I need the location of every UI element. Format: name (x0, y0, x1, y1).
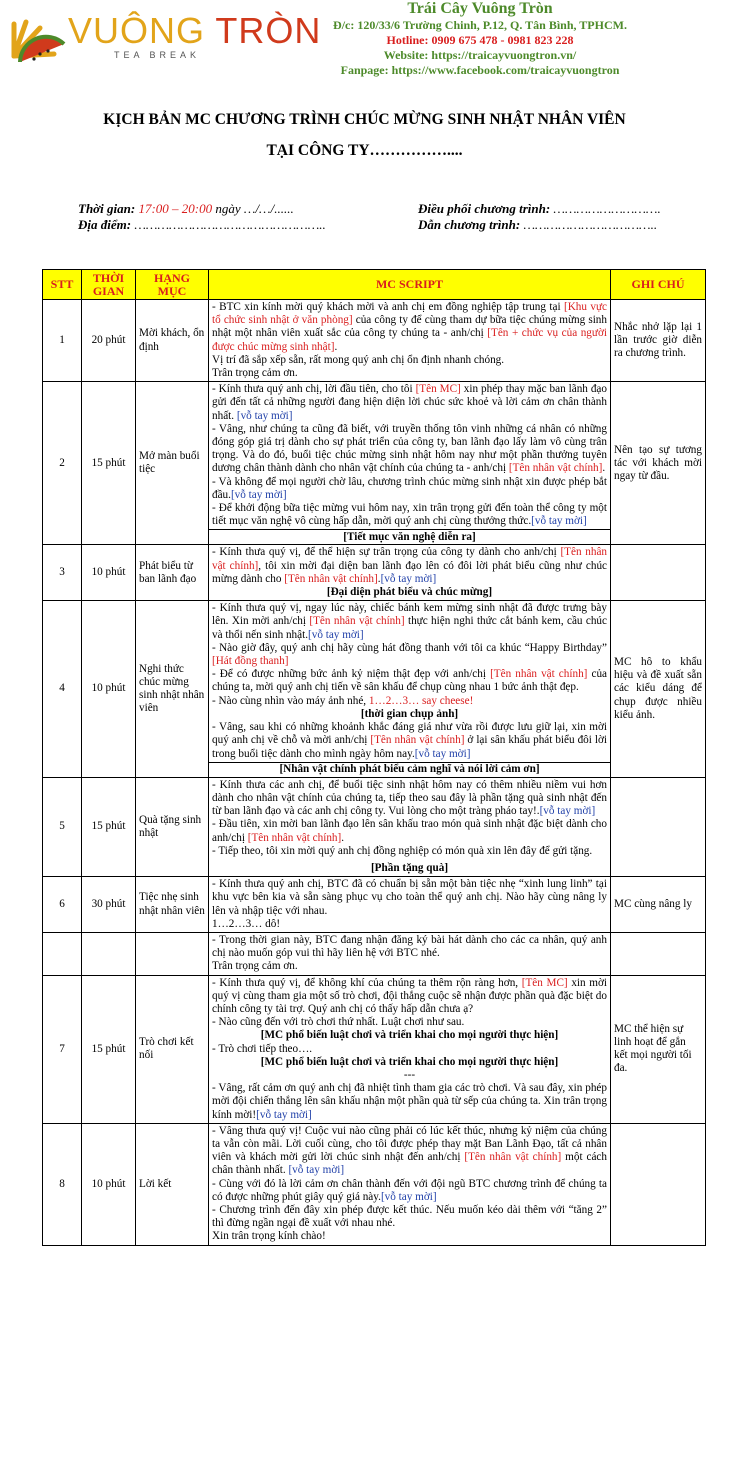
placeholder-text: [Hát đồng thanh] (212, 655, 289, 668)
script-text: một cách chân thành nhất. (212, 1151, 607, 1177)
cell-note: MC hô to khẩu hiệu và đề xuất sẵn các kiểu dáng để chụp được nhiều kiểu ảnh. (611, 601, 706, 777)
cell-time: 10 phút (82, 545, 136, 601)
cell-item: Trò chơi kết nối (136, 975, 209, 1123)
brand-logo (6, 4, 322, 66)
script-text: - Nào cùng nhìn vào máy ảnh nhé, (212, 694, 369, 707)
doc-title-line2: TẠI CÔNG TY…………….... (266, 142, 463, 159)
company-website[interactable]: Website: https://traicayvuongtron.vn/ (383, 48, 577, 62)
script-text: . (341, 831, 345, 844)
script-text: - Kính thưa quý vị, ngay lúc này, chiếc bánh kem mừng sinh nhật đã được trưng bày lên. Xin mời anh/chị (212, 602, 607, 628)
stage-direction: [Nhân vật chính phát biểu cảm nghĩ và nói lời cảm ơn] (209, 762, 611, 777)
table-row (43, 382, 706, 530)
company-fanpage[interactable]: Fanpage: https://www.facebook.com/traicayvuongtron (340, 63, 620, 77)
cell-time: 20 phút (82, 300, 136, 382)
table-row (43, 877, 706, 933)
cell-item: Tiệc nhẹ sinh nhật nhân viên (136, 877, 209, 933)
placeholder-text: [Tên nhân vật chính] (309, 615, 405, 628)
placeholder-text: [Tên nhân vật chính] (370, 734, 465, 747)
cell-item: Mời khách, ổn định (136, 300, 209, 382)
meta-coordinator (418, 201, 661, 217)
script-text: - Nào cũng đến với trò chơi thứ nhất. Luật chơi như sau. (212, 1016, 465, 1029)
stage-direction: [Đại diện phát biểu và chúc mừng] (326, 586, 493, 599)
placeholder-text: [Tên nhân vật chính] (212, 546, 608, 572)
script-text: - Vâng, sau khi có những khoảnh khắc đáng giá như vừa rồi được lưu giữ lại, xin mời quý anh chị về chỗ và mời anh/chị (212, 721, 607, 747)
cue-text: [vỗ tay mời] (380, 572, 437, 585)
date-text: ngày …/…/...... (215, 201, 294, 216)
header-script: MC SCRIPT (209, 270, 611, 300)
script-text: của công ty để cùng tham dự bữa tiệc chúng mừng sinh nhật một nhân viên xuất sắc của công ty chúng ta - anh/chị (212, 314, 607, 340)
separator-text: --- (403, 1068, 416, 1081)
cue-text: [vỗ tay mời] (539, 805, 596, 818)
place-label: Địa điểm: (78, 217, 132, 232)
script-text: - Vâng, như chúng ta cũng đã biết, với truyền thống tôn vinh những cá nhân có những đóng góp giá trị dành cho sự phát triển của công ty, ban lãnh đạo lấy làm vô cùng trân trọng. Và do đó, buổi tiệc chúc mừng sinh nhật hôm nay như một phần thưởng tuyên dương chân thành dành cho nhân vật chính của chúng ta - anh/chị (212, 422, 607, 475)
script-text: - BTC xin kính mời quý khách mời và anh chị em đồng nghiệp tập trung tại (212, 301, 564, 313)
script-text: - Kính thưa quý anh chị, lời đầu tiên, cho tôi (212, 383, 416, 396)
script-text: - Đầu tiên, xin mời ban lãnh đạo lên sân khấu trao món quà sinh nhật đặc biệt dành cho anh/chị (212, 818, 607, 844)
script-text: . (377, 572, 381, 585)
cell-time (82, 932, 136, 975)
table-row (43, 975, 706, 1123)
cell-note (611, 777, 706, 876)
placeholder-text: [Tên MC] (415, 383, 461, 396)
stage-direction: [Tiết mục văn nghệ diễn ra] (209, 530, 611, 545)
script-text: Xin trân trọng kính chào! (212, 1230, 326, 1243)
script-text: của chúng ta, mời quý anh chị tiến về sân khấu để chụp cùng nhau 1 bức ảnh thật đẹp. (212, 668, 608, 694)
cell-item: Lời kết (136, 1123, 209, 1245)
script-text: - Kính thưa quý vị, để không khí của chúng ta thêm rộn ràng hơn, (212, 976, 522, 989)
cue-text: [vỗ tay mời] (288, 1164, 345, 1177)
cell-script (209, 382, 611, 530)
coord-label: Điều phối chương trình: (418, 201, 551, 216)
contact-block (290, 0, 670, 78)
script-text: - Trò chơi tiếp theo…. (212, 1042, 313, 1055)
cell-note (611, 932, 706, 975)
mc-script-table (42, 269, 706, 1246)
cell-time: 30 phút (82, 877, 136, 933)
header-stt: STT (43, 270, 82, 300)
sun-watermelon-icon (6, 4, 66, 64)
table-row (43, 932, 706, 975)
meta-host (418, 217, 657, 233)
cell-note (611, 545, 706, 601)
cell-script (209, 545, 611, 601)
meta-place (78, 217, 326, 233)
script-text: - Và không để mọi người chờ lâu, chương trình chúc mừng sinh nhật xin được phép bắt đầu. (212, 475, 607, 501)
letterhead (0, 0, 729, 82)
cell-item (136, 932, 209, 975)
script-text: xin mời quý vị cùng tham gia một số trò chơi, đội thắng cuộc sẽ nhận được phần quà đặc biệt do chính công ty tài trợ. Quý anh chị có thấy hấp dẫn chưa ạ? (212, 976, 608, 1015)
cue-text: [vỗ tay mời] (236, 409, 293, 422)
table-header-row (43, 270, 706, 300)
placeholder-text: [Tên MC] (521, 976, 568, 989)
cell-stt: 3 (43, 545, 82, 601)
script-text: - Để khởi động bữa tiệc mừng vui hôm nay, xin trân trọng gửi đến toàn thể công ty một tiết mục văn nghệ vô cùng hấp dẫn, mời quý anh chị cùng thưởng thức. (212, 502, 607, 528)
cell-stt: 4 (43, 601, 82, 777)
cell-stt (43, 932, 82, 975)
cell-stt: 2 (43, 382, 82, 545)
brand-name-part2: TRÒN (215, 10, 322, 51)
cell-note: MC cùng nâng ly (611, 877, 706, 933)
placeholder-text: [Tên nhân vật chính] (490, 668, 588, 681)
cell-note: MC thể hiện sự linh hoạt để gắn kết mọi người tối đa. (611, 975, 706, 1123)
cell-item: Quà tặng sinh nhật (136, 777, 209, 876)
cell-time: 15 phút (82, 382, 136, 545)
table-row (43, 1123, 706, 1245)
cue-text: [vỗ tay mời] (256, 1108, 312, 1121)
table-row (43, 545, 706, 601)
cell-note: Nhắc nhở lặp lại 1 lần trước giờ diễn ra chương trình. (611, 300, 706, 382)
header-note: GHI CHÚ (611, 270, 706, 300)
stage-direction: [MC phổ biến luật chơi và triển khai cho mọi người thực hiện] (260, 1029, 559, 1042)
place-dots: ………………………………………….. (134, 217, 326, 232)
script-text: Trân trọng cảm ơn. (212, 960, 298, 973)
cell-stt: 8 (43, 1123, 82, 1245)
script-text: xin phép thay mặc ban lãnh đạo gửi đến tất cả những người đang hiện diện lời chúc sức khoẻ và lời cảm ơn chân thành nhất. (212, 383, 607, 422)
placeholder-text: [Tên nhân vật chính] (464, 1151, 562, 1164)
script-text: ở lại sân khấu phát biểu đôi lời trong buổi tiệc dành cho mình ngày hôm nay. (212, 734, 607, 760)
script-text: - Tiếp theo, tôi xin mời quý anh chị đồng nghiệp có món quà xin lên đây để gửi tặng. (212, 844, 593, 857)
script-text: - Vâng, rất cảm ơn quý anh chị đã nhiệt tình tham gia các trò chơi. Và sau đây, xin phép mời đội chiến thắng lên sân khấu nhận một phần quà từ sếp của chúng ta. Xin trân trọng kính mời! (212, 1082, 607, 1121)
cell-note: Nên tạo sự tương tác với khách mời ngay từ đầu. (611, 382, 706, 545)
cell-time: 10 phút (82, 1123, 136, 1245)
script-text: Vị trí đã sắp xếp sẵn, rất mong quý anh chị ổn định nhanh chóng. (212, 353, 505, 366)
table-row (43, 300, 706, 382)
brand-tagline: TEA BREAK (114, 50, 201, 60)
stage-direction: [thời gian chụp ảnh] (360, 707, 459, 720)
header-item: HẠNG MỤC (136, 270, 209, 300)
brand-name-part1: VUÔNG (68, 10, 206, 51)
cell-stt: 6 (43, 877, 82, 933)
placeholder-text: 1…2…3… say cheese! (368, 694, 474, 707)
doc-title-line1: KỊCH BẢN MC CHƯƠNG TRÌNH CHÚC MỪNG SINH NHẬT NHÂN VIÊN (103, 111, 626, 128)
cell-script (209, 601, 611, 762)
script-text: . (602, 462, 606, 475)
cell-item: Phát biểu từ ban lãnh đạo (136, 545, 209, 601)
script-text: - Cùng với đó là lời cảm ơn chân thành đến với đội ngũ BTC chương trình để chúng ta có được những phút giây quý giá này. (212, 1177, 607, 1203)
brand-name (68, 12, 321, 50)
script-text: . (334, 340, 338, 353)
cell-stt: 7 (43, 975, 82, 1123)
cue-text: [vỗ tay mời] (308, 628, 364, 641)
placeholder-text: [Khu vực tổ chức sinh nhật ở văn phòng] (212, 301, 607, 327)
time-value: 17:00 – 20:00 (138, 201, 213, 216)
script-text: - Kính thưa quý vị, để thể hiện sự trân trọng của công ty dành cho anh/chị (212, 546, 561, 559)
script-text: 1…2…3… dô! (212, 917, 281, 930)
cell-stt: 1 (43, 300, 82, 382)
placeholder-text: [Tên nhân vật chính] (247, 831, 342, 844)
company-name: Trái Cây Vuông Tròn (407, 0, 553, 17)
cell-time: 15 phút (82, 777, 136, 876)
cue-text: [vỗ tay mời] (230, 488, 287, 501)
cell-script (209, 932, 611, 975)
time-label: Thời gian: (78, 201, 136, 216)
company-hotline: Hotline: 0909 675 478 - 0981 823 228 (386, 33, 574, 47)
cell-script (209, 975, 611, 1123)
script-text: - Nào giờ đây, quý anh chị hãy cùng hát đồng thanh với tôi ca khúc “Happy Birthday” (212, 641, 607, 654)
script-text: - Kính thưa các anh chị, để buổi tiệc sinh nhật hôm nay có thêm nhiều niềm vui hơn dành cho nhân vật chính của chúng ta, tiếp theo sau đây là phần tặng quà sinh nhật đến từ ban lãnh đạo và các anh chị công ty. Vui lòng cho một tràng pháo tay!. (212, 778, 607, 818)
coord-dots: ………………………. (553, 201, 661, 216)
cue-text: [vỗ tay mời] (380, 1190, 437, 1203)
script-text: - Trong thời gian này, BTC đang nhận đăng ký bài hát dành cho các ca nhân, quý anh chị nào muốn góp vui thì hãy liên hệ với BTC nhé. (212, 933, 607, 960)
cell-item: Nghi thức chúc mừng sinh nhật nhân viên (136, 601, 209, 777)
stage-direction: [Phần tặng quà] (370, 861, 449, 874)
cell-note (611, 1123, 706, 1245)
cell-time: 15 phút (82, 975, 136, 1123)
script-text: Trân trọng cảm ơn. (212, 367, 298, 380)
cell-script (209, 1123, 611, 1245)
cue-text: [vỗ tay mời] (414, 747, 471, 760)
cell-script (209, 300, 611, 382)
script-text: , tôi xin mời đại diện ban lãnh đạo lên có đôi lời phát biểu cũng như chúc mừng dành cho (212, 559, 608, 585)
host-label: Dẫn chương trình: (418, 217, 521, 232)
script-text: - Vâng thưa quý vị! Cuộc vui nào cũng phải có lúc kết thúc, nhưng kỷ niệm của chúng ta vẫn còn mãi. Lời cuối cùng, cho tôi được phép thay mặt Ban Lãnh Đạo, tất cả nhân viên và khách mời gửi lời chúc sinh nhật đến anh/chị (212, 1124, 607, 1164)
meta-time (78, 201, 294, 217)
cell-script (209, 877, 611, 933)
script-text: thực hiện nghi thức cắt bánh kem, cầu chúc và thổi nến sinh nhật. (212, 615, 607, 641)
stage-direction: [MC phổ biến luật chơi và triển khai cho mọi người thực hiện] (260, 1055, 559, 1068)
cue-text: [vỗ tay mời] (531, 515, 587, 528)
script-text: - Kính thưa quý anh chị, BTC đã có chuẩn bị sẵn một bàn tiệc nhẹ “xinh lung linh” tại khu vực bên kia và sẵn sàng phục vụ cho toàn thể quý anh chị. Nào hãy cùng nâng ly lên và nhập tiệc với nhau. (212, 878, 607, 917)
company-address: Đ/c: 120/33/6 Trường Chinh, P.12, Q. Tân Bình, TPHCM. (333, 18, 627, 32)
header-time: THỜI GIAN (82, 270, 136, 300)
table-row (43, 601, 706, 762)
host-dots: …………………………….. (523, 217, 658, 232)
table-row (43, 777, 706, 876)
script-text: - Chương trình đến đây xin phép được kết thúc. Nếu muốn kéo dài thêm với “tăng 2” thì đừng ngần ngại đề xuất với nhau nhé. (212, 1204, 607, 1230)
cell-time: 10 phút (82, 601, 136, 777)
script-text: - Để có được những bức ảnh kỷ niệm thật đẹp với anh/chị (212, 668, 491, 681)
placeholder-text: [Tên nhân vật chính] (508, 462, 603, 475)
cell-script (209, 777, 611, 876)
placeholder-text: [Tên nhân vật chính] (284, 572, 378, 585)
cell-item: Mở màn buổi tiệc (136, 382, 209, 545)
placeholder-text: [Tên + chức vụ của người được chúc mừng sinh nhật] (212, 327, 607, 353)
cell-stt: 5 (43, 777, 82, 876)
